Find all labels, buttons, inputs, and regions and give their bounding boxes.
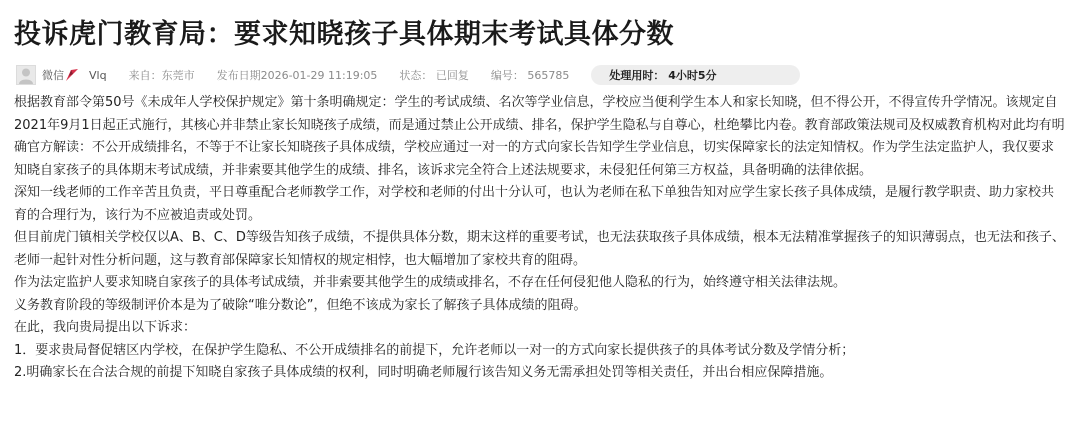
paragraph-request-intro: 在此，我向贵局提出以下诉求： xyxy=(14,320,197,335)
request-item-2: 2.明确家长在合法合规的前提下知晓自家孩子具体成绩的权利，同时明确老师履行该告知义务无需承担处罚等相关责任，并出台相应保障措施。 xyxy=(14,365,833,380)
publish-date: 发布日期2026-01-29 11:19:05 xyxy=(216,69,378,82)
paragraph-teacher-respect: 深知一线老师的工作辛苦且负责，平日尊重配合老师教学工作，对学校和老师的付出十分认可，也认为老师在私下单独告知对应学生家长孩子具体成绩，是履行教学职责、助力家校共育的合理行为，该行为不应被追责或处罚。 xyxy=(14,185,1055,223)
author-name-tail: Vlq xyxy=(89,68,107,82)
user-icon xyxy=(18,67,34,84)
author-avatar-icon xyxy=(65,68,79,82)
request-item-1: 1．要求贵局督促辖区内学校，在保护学生隐私、不公开成绩排名的前提下，允许老师以一对一的方式向家长提供孩子的具体考试分数及学情分析； xyxy=(14,342,855,358)
status-label: 状态： 已回复 xyxy=(399,69,469,82)
paragraph-grading-system: 义务教育阶段的等级制评价本是为了破除“唯分数论”，但绝不该成为家长了解孩子具体成绩的阻碍。 xyxy=(14,297,587,313)
paragraph-guardian-right: 作为法定监护人要求知晓自家孩子的具体考试成绩，并非索要其他学生的成绩或排名，不存在任何侵犯他人隐私的行为，始终遵守相关法律法规。 xyxy=(14,275,847,290)
author[interactable] xyxy=(42,67,107,83)
author-name: 微信 xyxy=(42,69,64,82)
processing-time: 处理用时： 4小时5分 xyxy=(609,69,717,82)
processing-time-badge xyxy=(591,65,800,85)
complaint-body xyxy=(14,92,1066,385)
record-number: 编号： 565785 xyxy=(490,69,570,82)
meta-bar xyxy=(16,64,800,86)
page-title: 投诉虎门教育局：要求知晓孩子具体期末考试具体分数 xyxy=(14,19,674,50)
source-label: 来自：东莞市 xyxy=(128,69,195,82)
avatar xyxy=(16,65,36,85)
paragraph-current-problem: 但目前虎门镇相关学校仅以A、B、C、D等级告知孩子成绩，不提供具体分数，期末这样的重要考试，也无法获取孩子具体成绩，根本无法精准掌握孩子的知识薄弱点，也无法和孩子、老师一起针对性分析问题，这与教育部保障家长知情权的规定相悖，也大幅增加了家校共育的阻碍。 xyxy=(14,230,1065,268)
paragraph-legal-basis: 根据教育部令第50号《未成年人学校保护规定》第十条明确规定：学生的考试成绩、名次等学业信息，学校应当便利学生本人和家长知晓，但不得公开，不得宣传升学情况。该规定自2021年9月1日起正式施行，其核心并非禁止家长知晓孩子成绩，而是通过禁止公开成绩、排名，保护学生隐私与自尊心，杜绝攀比内卷。教育部政策法规司及权威教育机构对此均有明确官方解读：不公开成绩排名，不等于不让家长知晓孩子具体成绩，学校应通过一对一的方式向家长告知学生学业信息，切实保障家长的法定知情权。作为学生法定监护人，我仅要求知晓自家孩子的具体期末考试成绩，并非索要其他学生的成绩、排名，该诉求完全符合上述法规要求，未侵犯任何第三方权益，具备明确的法律依据。 xyxy=(14,95,1065,178)
